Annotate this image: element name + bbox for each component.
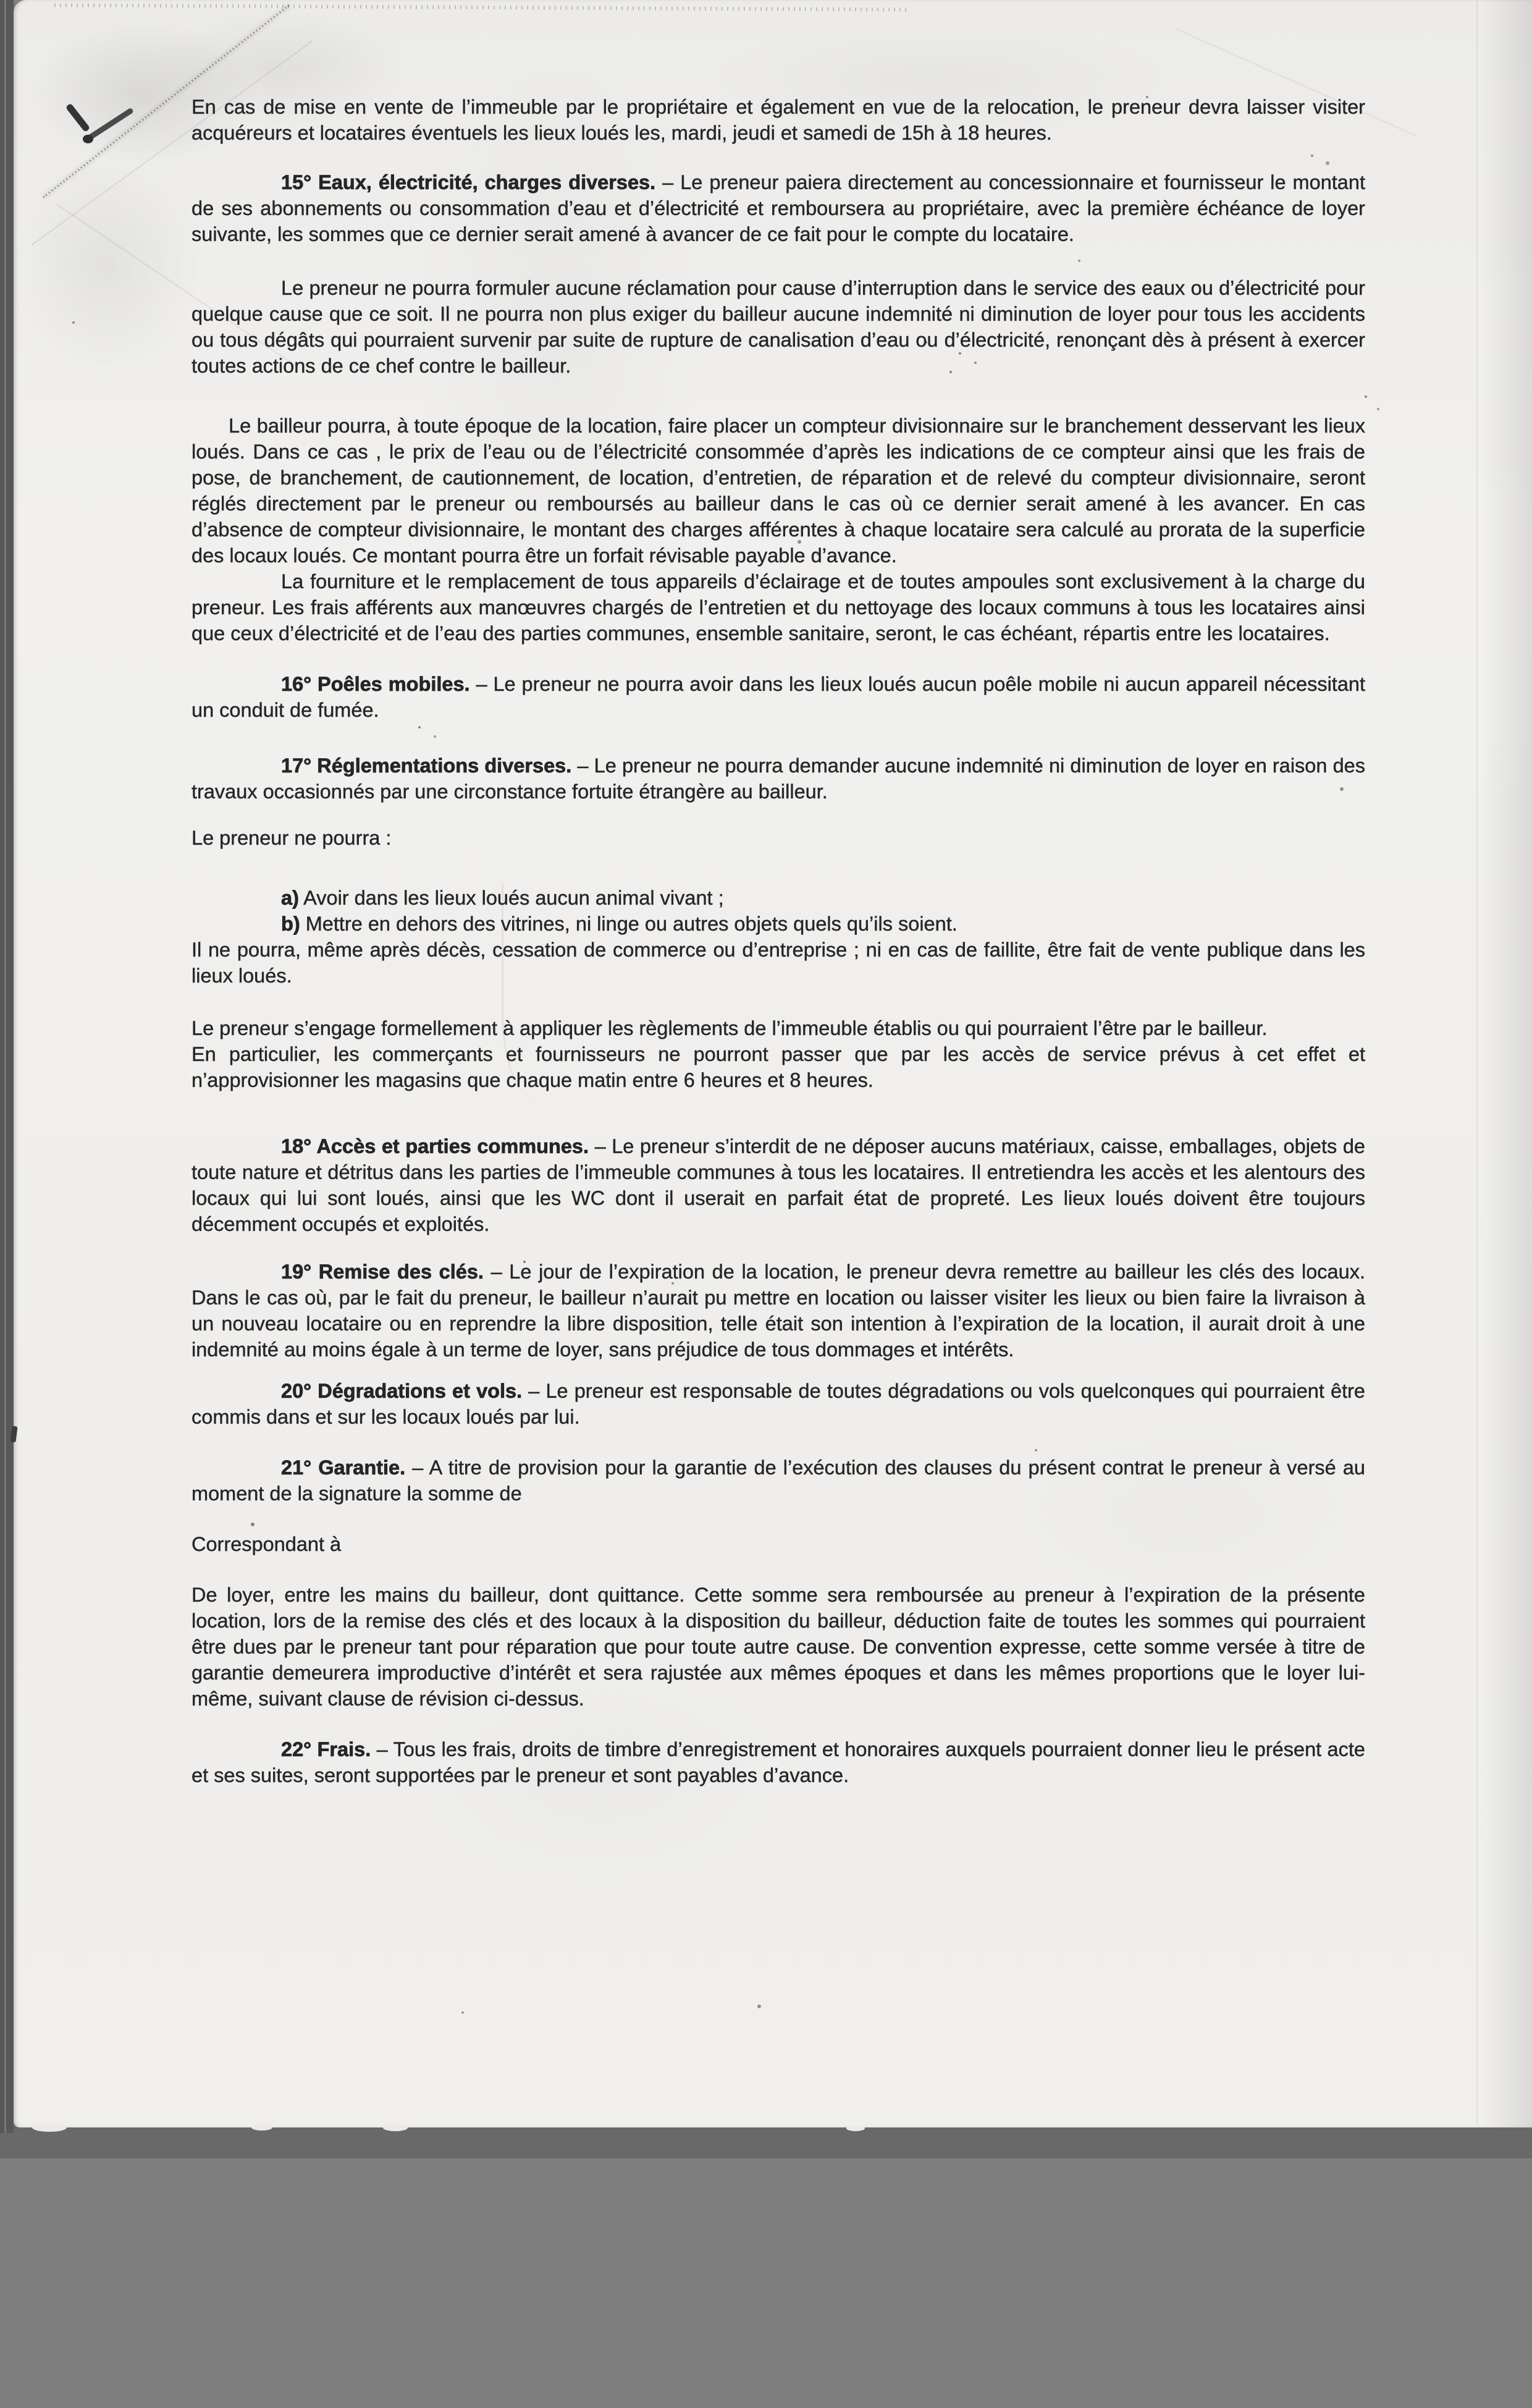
paragraph-prohibitions-intro: Le preneur ne pourra : bbox=[192, 827, 392, 849]
pen-mark-stroke bbox=[65, 103, 91, 133]
paragraph-building-rules: Le preneur s’engage formellement à appliquer les règlements de l’immeuble établis ou qui pourraient l’être par le bailleur. bbox=[192, 1017, 1268, 1039]
clause-15-body: – Le preneur paiera directement au concessionnaire et fournisseur le montant de ses abonnements ou consommation d’eau et d’électricité et remboursera au propriétaire, avec la première échéance de loyer suivante, les sommes que ce dernier serait amené à avancer de ce fait pour le compte du locataire. bbox=[192, 171, 1365, 245]
paper-right-edge-shade bbox=[1483, 0, 1532, 2127]
document-page bbox=[14, 0, 1532, 2127]
clause-15 bbox=[192, 169, 1365, 247]
pen-mark-blob bbox=[83, 135, 93, 143]
paper-edge-nick bbox=[383, 2124, 408, 2131]
clause-21 bbox=[192, 1455, 1365, 1506]
clause-20 bbox=[192, 1378, 1365, 1430]
clause-17 bbox=[192, 753, 1365, 805]
clause-22 bbox=[192, 1736, 1365, 1788]
paper-edge-nick bbox=[251, 2124, 272, 2131]
clause-19-title: 19° Remise des clés. bbox=[281, 1261, 484, 1283]
margin-tick-artifact bbox=[10, 1426, 17, 1443]
list-item-b-marker: b) bbox=[281, 913, 300, 935]
list-item-a-body: Avoir dans les lieux loués aucun animal vivant ; bbox=[303, 887, 724, 909]
clause-17-body: – Le preneur ne pourra demander aucune indemnité ni diminution de loyer en raison des travaux occasionnés par une circonstance fortuite étrangère au bailleur. bbox=[192, 754, 1366, 803]
clause-15-title: 15° Eaux, électricité, charges diverses. bbox=[281, 171, 656, 193]
list-item-a-marker: a) bbox=[281, 887, 299, 909]
paragraph-divisional-meter: Le bailleur pourra, à toute époque de la location, faire placer un compteur divisionnaire sur le branchement desservant les lieux loués. Dans ce cas , le prix de l’eau ou de l’électricité consommée d’après les indications de ce compteur ainsi que les frais de pose, de branchement, de cautionnement, de location, d’entretien, de réparation et de relevé du compteur divisionnaire, seront réglés directement par le preneur ou remboursés au bailleur dans le cas où ce dernier serait amené à les avancer. En cas d’absence de compteur divisionnaire, le montant des charges afférentes à chaque locataire sera calculé au prorata de la superficie des locaux loués. Ce montant pourra être un forfait révisable payable d’avance. bbox=[192, 415, 1365, 567]
clause-18 bbox=[192, 1133, 1365, 1237]
document-text bbox=[192, 94, 1365, 1788]
clause-22-title: 22° Frais. bbox=[281, 1738, 371, 1760]
clause-19-body: – Le jour de l’expiration de la location, le preneur devra remettre au bailleur les clés des locaux. Dans le cas où, par le fait du preneur, le bailleur n’aurait pu mettre en location ou laisser visiter les lieux ou bien faire la livraison à un nouveau locataire ou en reprendre la libre disposition, telle était son intention à l’expiration de la location, il aurait droit à une indemnité au moins égale à un terme de loyer, sans préjudice de tous dommages et intérêts. bbox=[192, 1261, 1365, 1361]
scanner-shadow-band bbox=[0, 2124, 1532, 2158]
paragraph-service-access: En particulier, les commerçants et fournisseurs ne pourront passer que par les accès de service prévus à cet effet et n’approvisionner les magasins que chaque matin entre 6 heures et 8 heures. bbox=[192, 1043, 1365, 1091]
paper-fold-line bbox=[1476, 0, 1478, 2126]
clause-18-body: – Le preneur s’interdit de ne déposer aucuns matériaux, caisse, emballages, objets de toute nature et détritus dans les parties de l’immeuble communes à tous les locataires. Il entretiendra les accès et les alentours des locaux qui lui sont loués, ainsi que les WC dont il userait en parfait état de propreté. Les lieux loués doivent être toujours décemment occupés et exploités. bbox=[192, 1135, 1365, 1235]
clause-20-body: – Le preneur est responsable de toutes dégradations ou vols quelconques qui pourraient être commis dans et sur les locaux loués par lui. bbox=[192, 1380, 1366, 1428]
paper-edge-nick bbox=[846, 2126, 865, 2131]
clause-17-title: 17° Réglementations diverses. bbox=[281, 754, 572, 777]
clause-22-body: – Tous les frais, droits de timbre d’enregistrement et honoraires auxquels pourraient donner lieu le présent acte et ses suites, seront supportées par le preneur et sont payables d’avance. bbox=[192, 1738, 1365, 1786]
paragraph-deposit-terms: De loyer, entre les mains du bailleur, dont quittance. Cette somme sera remboursée au preneur à l’expiration de la présente location, lors de la remise des clés et des locaux à la disposition du bailleur, déduction faite de toutes les sommes qui pourraient être dues par le preneur tant pour réparation que pour toute autre cause. De convention expresse, cette somme versée à titre de garantie demeurera improductive d’intérêt et sera rajustée aux mêmes époques et dans les mêmes proportions que le loyer lui-même, suivant clause de révision ci-dessus. bbox=[192, 1584, 1365, 1710]
list-item-a bbox=[192, 885, 1365, 911]
paragraph-lighting-supplies: La fourniture et le remplacement de tous appareils d’éclairage et de toutes ampoules sont exclusivement à la charge du preneur. Les frais afférents aux manœuvres chargés de l’entretien et du nettoyage des locaux communs à tous les locataires ainsi que ceux d’électricité et de l’eau des parties communes, ensemble sanitaire, seront, le cas échéant, répartis entre les locataires. bbox=[192, 570, 1365, 644]
scanner-edge-highlight bbox=[4, 0, 6, 2133]
paragraph-sale-visiting: En cas de mise en vente de l’immeuble par le propriétaire et également en vue de la relocation, le preneur devra laisser visiter acquéreurs et locataires éventuels les lieux loués les, mardi, jeudi et samedi de 15h à 18 heures. bbox=[192, 96, 1365, 144]
paragraph-no-public-sale: Il ne pourra, même après décès, cessation de commerce ou d’entreprise ; ni en cas de faillite, être fait de vente publique dans les lieux loués. bbox=[192, 939, 1365, 987]
list-item-b-body: Mettre en dehors des vitrines, ni linge ou autres objets quels qu’ils soient. bbox=[305, 913, 958, 935]
clause-21-title: 21° Garantie. bbox=[281, 1456, 406, 1479]
clause-20-title: 20° Dégradations et vols. bbox=[281, 1380, 523, 1402]
paper-edge-nick bbox=[32, 2123, 67, 2132]
clause-19 bbox=[192, 1259, 1365, 1362]
clause-16-body: – Le preneur ne pourra avoir dans les lieux loués aucun poêle mobile ni aucun appareil nécessitant un conduit de fumée. bbox=[192, 673, 1365, 721]
scanner-edge-strip bbox=[0, 0, 14, 2133]
clause-21-body: – A titre de provision pour la garantie de l’exécution des clauses du présent contrat le preneur à versé au moment de la signature la somme de bbox=[192, 1456, 1366, 1505]
clause-16-title: 16° Poêles mobiles. bbox=[281, 673, 470, 695]
clause-18-title: 18° Accès et parties communes. bbox=[281, 1135, 589, 1157]
paragraph-correspondant: Correspondant à bbox=[192, 1533, 342, 1555]
clause-16 bbox=[192, 671, 1365, 723]
list-item-b bbox=[192, 911, 1365, 937]
paragraph-no-claim: Le preneur ne pourra formuler aucune réclamation pour cause d’interruption dans le service des eaux ou d’électricité pour quelque cause que ce soit. Il ne pourra non plus exiger du bailleur aucune indemnité ni diminution de loyer pour tous les accidents ou tous dégâts qui pourraient survenir par suite de rupture de canalisation d’eau ou d’électricité, renonçant dès à présent à exercer toutes actions de ce chef contre le bailleur. bbox=[192, 277, 1365, 377]
scan-top-speckle-band bbox=[54, 3, 907, 11]
